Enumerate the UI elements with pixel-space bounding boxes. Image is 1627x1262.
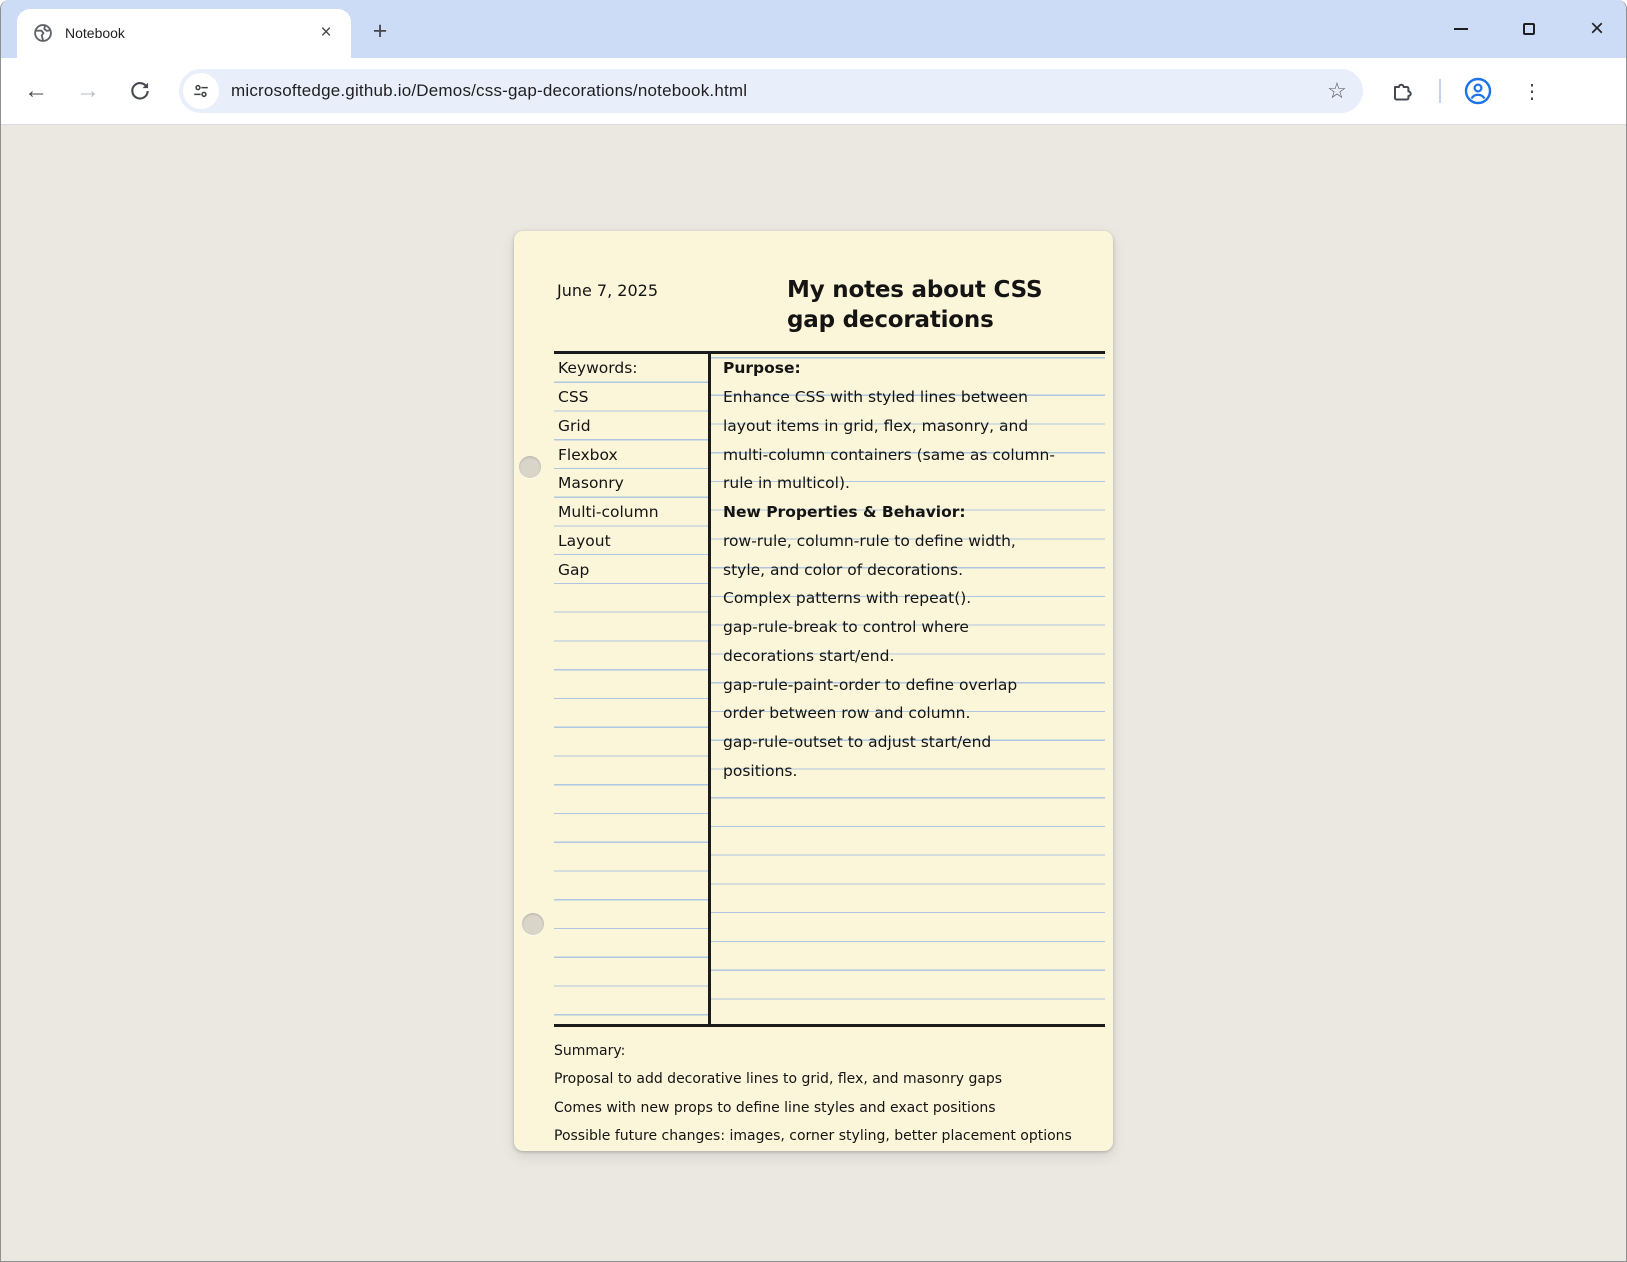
new-tab-button[interactable]: + xyxy=(372,16,388,45)
keyword-item: Masonry xyxy=(558,474,624,493)
keyword-item: Gap xyxy=(558,560,590,579)
tab-notebook[interactable] xyxy=(17,9,351,58)
toolbar-separator xyxy=(1439,79,1441,103)
purpose-line: positions. xyxy=(723,761,798,780)
summary-heading: Summary: xyxy=(554,1043,626,1059)
purpose-line: row-rule, column-rule to define width, xyxy=(723,531,1016,550)
summary-line: Possible future changes: images, corner styling, better placement options xyxy=(554,1128,1072,1144)
url-text[interactable]: microsoftedge.github.io/Demos/css-gap-decorations/notebook.html xyxy=(231,81,748,100)
keyword-item: Flexbox xyxy=(558,445,618,464)
purpose-line: gap-rule-outset to adjust start/end xyxy=(723,733,992,752)
reload-button[interactable] xyxy=(119,70,161,112)
purpose-line: gap-rule-break to control where xyxy=(723,618,969,637)
notebook-card xyxy=(514,231,1113,1151)
profile-avatar-icon xyxy=(1464,77,1492,105)
window-controls xyxy=(1446,0,1612,58)
tune-icon xyxy=(192,82,210,100)
purpose-line: order between row and column. xyxy=(723,704,971,723)
purpose-line: gap-rule-paint-order to define overlap xyxy=(723,675,1018,694)
page-viewport xyxy=(1,125,1626,1261)
profile-button[interactable] xyxy=(1461,74,1495,108)
note-table xyxy=(554,351,1105,1027)
keyword-item: Grid xyxy=(558,416,591,435)
note-date: June 7, 2025 xyxy=(557,281,658,300)
purpose-line: Enhance CSS with styled lines between xyxy=(723,388,1028,407)
note-summary xyxy=(554,1037,1087,1151)
purpose-line: rule in multicol). xyxy=(723,474,850,493)
purpose-line: layout items in grid, flex, masonry, and xyxy=(723,416,1029,435)
window-maximize-button[interactable] xyxy=(1514,14,1544,44)
keyword-item: Layout xyxy=(558,531,611,550)
bookmark-star-icon[interactable]: ☆ xyxy=(1327,78,1347,103)
maximize-icon xyxy=(1523,23,1535,35)
summary-line: Comes with new props to define line styles and exact positions xyxy=(554,1099,996,1116)
browser-menu-button[interactable]: ⋮ xyxy=(1522,80,1542,103)
extensions-button[interactable] xyxy=(1385,74,1419,108)
summary-line: Proposal to add decorative lines to grid, flex, and masonry gaps xyxy=(554,1071,1003,1087)
note-header xyxy=(557,275,1083,335)
keywords-header: Keywords: xyxy=(558,359,638,378)
address-bar[interactable] xyxy=(179,69,1363,113)
globe-favicon-icon xyxy=(33,23,53,43)
new-properties-header: New Properties & Behavior: xyxy=(723,503,966,522)
site-settings-button[interactable] xyxy=(183,73,219,109)
close-icon: × xyxy=(1589,15,1604,42)
purpose-line: multi-column containers (same as column- xyxy=(723,445,1055,464)
browser-toolbar xyxy=(1,58,1626,125)
keywords-column xyxy=(554,354,711,1024)
window-minimize-button[interactable] xyxy=(1446,14,1476,44)
note-title: My notes about CSS gap decorations xyxy=(787,277,1043,333)
hole-punch-bottom xyxy=(522,913,544,935)
forward-button[interactable]: → xyxy=(76,77,100,104)
purpose-line: Complex patterns with repeat(). xyxy=(723,589,972,608)
back-button[interactable]: ← xyxy=(24,77,48,104)
tab-strip xyxy=(1,0,1626,58)
puzzle-icon xyxy=(1390,79,1414,103)
tab-close-icon[interactable]: × xyxy=(320,21,332,43)
purpose-header: Purpose: xyxy=(723,359,801,378)
purpose-column xyxy=(711,354,1105,1024)
keyword-item: CSS xyxy=(558,388,589,407)
keyword-item: Multi-column xyxy=(558,503,659,522)
toolbar-right-group xyxy=(1385,74,1549,108)
purpose-line: decorations start/end. xyxy=(723,646,895,665)
tab-title: Notebook xyxy=(65,24,125,41)
reload-icon xyxy=(129,80,151,102)
hole-punch-top xyxy=(519,456,541,478)
purpose-line: style, and color of decorations. xyxy=(723,560,964,579)
minimize-icon xyxy=(1454,28,1468,30)
window-close-button[interactable] xyxy=(1582,14,1612,44)
